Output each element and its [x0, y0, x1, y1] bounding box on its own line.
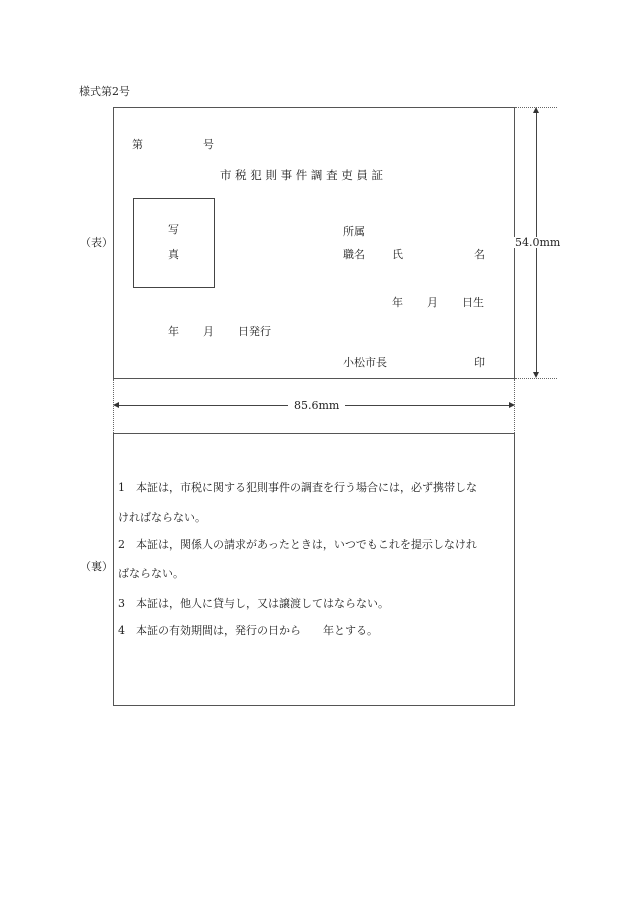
note-line: ばならない。 [118, 567, 184, 580]
birth-day: 日生 [462, 296, 484, 309]
front-side-label: （表） [80, 236, 113, 249]
width-arrow-right [509, 402, 515, 408]
photo-box [133, 198, 215, 288]
width-dimension-label: 85.6mm [288, 400, 345, 411]
affiliation-label: 所属 [343, 225, 365, 238]
name-label-surname: 氏 [392, 248, 403, 261]
note-line: 2 本証は，関係人の請求があったときは，いつでもこれを提示しなけれ [118, 538, 477, 551]
issuer-name: 小松市長 [343, 356, 387, 369]
width-arrow-left [113, 402, 119, 408]
height-dimension-label: 54.0mm [515, 236, 561, 249]
birth-year: 年 [392, 296, 403, 309]
photo-label-1: 写 [168, 223, 179, 236]
issue-day: 日発行 [238, 325, 271, 338]
note-line: 4 本証の有効期間は，発行の日から 年とする。 [118, 624, 378, 637]
seal-mark: 印 [474, 356, 485, 369]
photo-label-2: 真 [168, 248, 179, 261]
issue-month: 月 [203, 325, 214, 338]
number-suffix: 号 [203, 138, 214, 151]
name-label-given: 名 [474, 248, 485, 261]
birth-month: 月 [427, 296, 438, 309]
position-label: 職名 [343, 248, 365, 261]
number-prefix: 第 [132, 138, 143, 151]
issue-year: 年 [168, 325, 179, 338]
back-side-label: （裏） [80, 560, 113, 573]
note-line: ければならない。 [118, 511, 206, 524]
note-line: 1 本証は，市税に関する犯則事件の調査を行う場合には，必ず携帯しな [118, 481, 477, 494]
dimension-guide-bottom [515, 378, 557, 379]
form-number: 様式第2号 [79, 85, 130, 98]
note-line: 3 本証は，他人に貸与し，又は譲渡してはならない。 [118, 597, 389, 610]
height-arrow-bottom [533, 372, 539, 378]
card-title: 市 税 犯 則 事 件 調 査 吏 員 証 [220, 168, 384, 182]
height-arrow-top [533, 107, 539, 113]
